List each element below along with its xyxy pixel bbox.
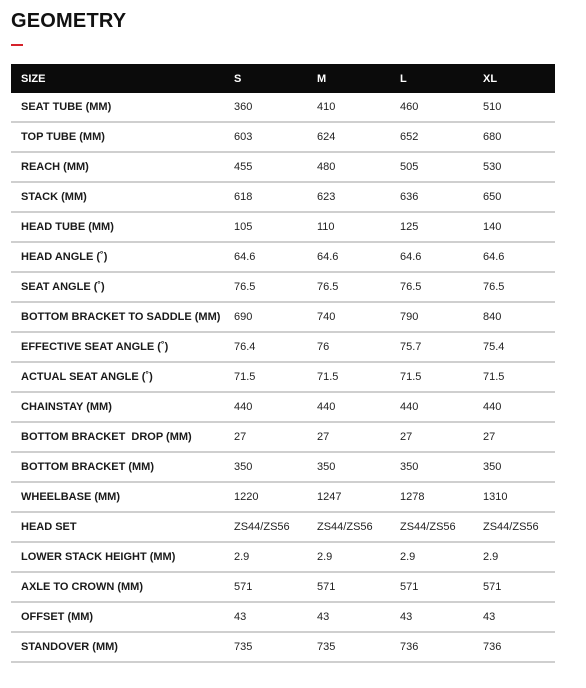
cell-m: 2.9	[307, 542, 390, 572]
cell-l: 636	[390, 182, 473, 212]
cell-xl: 2.9	[473, 542, 555, 572]
page-title: GEOMETRY	[11, 10, 127, 32]
table-row	[11, 212, 555, 242]
table-row	[11, 332, 555, 362]
cell-l: 350	[390, 452, 473, 482]
cell-l: 571	[390, 572, 473, 602]
header-l: L	[390, 64, 473, 93]
cell-s: 350	[224, 452, 307, 482]
cell-l: 440	[390, 392, 473, 422]
cell-l: 71.5	[390, 362, 473, 392]
cell-s: 603	[224, 122, 307, 152]
table-row	[11, 602, 555, 632]
header-m: M	[307, 64, 390, 93]
cell-s: 571	[224, 572, 307, 602]
cell-m: 410	[307, 93, 390, 122]
cell-s: 618	[224, 182, 307, 212]
table-row	[11, 93, 555, 122]
row-label: BOTTOM BRACKET DROP (MM)	[11, 422, 224, 452]
cell-xl: 1310	[473, 482, 555, 512]
table-row	[11, 302, 555, 332]
cell-m: 624	[307, 122, 390, 152]
cell-l: 790	[390, 302, 473, 332]
cell-m: 571	[307, 572, 390, 602]
table-body	[11, 93, 555, 662]
cell-m: ZS44/ZS56	[307, 512, 390, 542]
cell-l: 2.9	[390, 542, 473, 572]
cell-s: 690	[224, 302, 307, 332]
cell-l: 736	[390, 632, 473, 662]
row-label: REACH (MM)	[11, 152, 224, 182]
cell-l: 125	[390, 212, 473, 242]
cell-m: 735	[307, 632, 390, 662]
row-label: HEAD TUBE (MM)	[11, 212, 224, 242]
cell-l: ZS44/ZS56	[390, 512, 473, 542]
cell-m: 1247	[307, 482, 390, 512]
cell-xl: ZS44/ZS56	[473, 512, 555, 542]
row-label: BOTTOM BRACKET TO SADDLE (MM)	[11, 302, 224, 332]
cell-xl: 76.5	[473, 272, 555, 302]
cell-m: 76.5	[307, 272, 390, 302]
cell-xl: 71.5	[473, 362, 555, 392]
table-row	[11, 632, 555, 662]
cell-xl: 736	[473, 632, 555, 662]
row-label: SEAT ANGLE (˚)	[11, 272, 224, 302]
table-row	[11, 512, 555, 542]
cell-xl: 27	[473, 422, 555, 452]
cell-xl: 75.4	[473, 332, 555, 362]
row-label: ACTUAL SEAT ANGLE (˚)	[11, 362, 224, 392]
cell-xl: 350	[473, 452, 555, 482]
cell-s: ZS44/ZS56	[224, 512, 307, 542]
cell-xl: 510	[473, 93, 555, 122]
header-s: S	[224, 64, 307, 93]
header-xl: XL	[473, 64, 555, 93]
cell-m: 27	[307, 422, 390, 452]
row-label: OFFSET (MM)	[11, 602, 224, 632]
cell-s: 64.6	[224, 242, 307, 272]
table-header-row	[11, 64, 555, 93]
table-row	[11, 542, 555, 572]
cell-l: 505	[390, 152, 473, 182]
cell-s: 2.9	[224, 542, 307, 572]
cell-m: 623	[307, 182, 390, 212]
cell-s: 27	[224, 422, 307, 452]
cell-xl: 680	[473, 122, 555, 152]
row-label: LOWER STACK HEIGHT (MM)	[11, 542, 224, 572]
table-row	[11, 422, 555, 452]
cell-xl: 440	[473, 392, 555, 422]
cell-s: 455	[224, 152, 307, 182]
row-label: HEAD SET	[11, 512, 224, 542]
cell-l: 652	[390, 122, 473, 152]
cell-l: 27	[390, 422, 473, 452]
row-label: BOTTOM BRACKET (MM)	[11, 452, 224, 482]
cell-l: 64.6	[390, 242, 473, 272]
table-row	[11, 362, 555, 392]
cell-s: 76.5	[224, 272, 307, 302]
cell-m: 440	[307, 392, 390, 422]
cell-s: 735	[224, 632, 307, 662]
row-label: TOP TUBE (MM)	[11, 122, 224, 152]
table-row	[11, 152, 555, 182]
cell-xl: 43	[473, 602, 555, 632]
cell-s: 43	[224, 602, 307, 632]
title-accent-bar	[11, 44, 23, 46]
cell-s: 76.4	[224, 332, 307, 362]
cell-s: 360	[224, 93, 307, 122]
cell-l: 75.7	[390, 332, 473, 362]
row-label: WHEELBASE (MM)	[11, 482, 224, 512]
cell-xl: 650	[473, 182, 555, 212]
row-label: SEAT TUBE (MM)	[11, 93, 224, 122]
cell-l: 460	[390, 93, 473, 122]
cell-m: 350	[307, 452, 390, 482]
cell-xl: 140	[473, 212, 555, 242]
table-row	[11, 182, 555, 212]
cell-s: 71.5	[224, 362, 307, 392]
header-size: SIZE	[11, 64, 224, 93]
row-label: EFFECTIVE SEAT ANGLE (˚)	[11, 332, 224, 362]
table-row	[11, 392, 555, 422]
row-label: STACK (MM)	[11, 182, 224, 212]
table-row	[11, 452, 555, 482]
cell-l: 76.5	[390, 272, 473, 302]
cell-m: 740	[307, 302, 390, 332]
cell-s: 1220	[224, 482, 307, 512]
cell-m: 76	[307, 332, 390, 362]
cell-l: 1278	[390, 482, 473, 512]
cell-m: 64.6	[307, 242, 390, 272]
cell-s: 440	[224, 392, 307, 422]
table-row	[11, 122, 555, 152]
row-label: STANDOVER (MM)	[11, 632, 224, 662]
cell-l: 43	[390, 602, 473, 632]
row-label: CHAINSTAY (MM)	[11, 392, 224, 422]
cell-m: 43	[307, 602, 390, 632]
row-label: HEAD ANGLE (˚)	[11, 242, 224, 272]
cell-xl: 64.6	[473, 242, 555, 272]
table-row	[11, 572, 555, 602]
table-row	[11, 482, 555, 512]
cell-xl: 530	[473, 152, 555, 182]
cell-m: 71.5	[307, 362, 390, 392]
row-label: AXLE TO CROWN (MM)	[11, 572, 224, 602]
cell-m: 480	[307, 152, 390, 182]
cell-s: 105	[224, 212, 307, 242]
table-row	[11, 272, 555, 302]
geometry-table	[11, 64, 555, 663]
cell-xl: 840	[473, 302, 555, 332]
table-row	[11, 242, 555, 272]
cell-m: 110	[307, 212, 390, 242]
cell-xl: 571	[473, 572, 555, 602]
